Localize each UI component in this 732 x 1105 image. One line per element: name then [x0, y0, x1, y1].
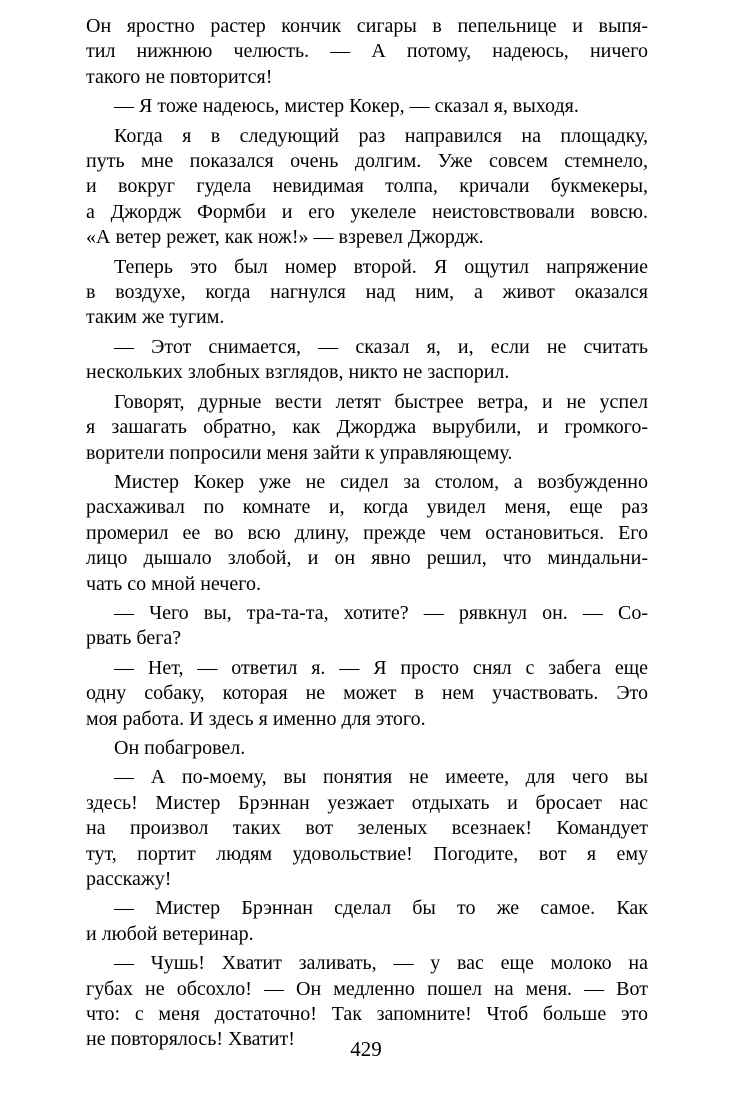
text-line: Он яростно растер кончик сигары в пепельнице и выпя-: [86, 15, 648, 37]
page-number: 429: [350, 1037, 382, 1061]
text-line: Говорят, дурные вести летят быстрее ветра, и не успел: [114, 390, 648, 413]
paragraph: [86, 94, 648, 119]
text-line: — А по-моему, вы понятия не имеете, для чего вы: [114, 766, 648, 789]
paragraph: [86, 736, 648, 761]
paragraph: [86, 124, 648, 251]
text-line: на произвол таких вот зеленых всезнаек! Командует: [86, 817, 648, 840]
page-text: [86, 14, 648, 1053]
text-line: моя работа. И здесь я именно для этого.: [86, 707, 426, 730]
paragraph: [86, 765, 648, 892]
text-line: не повторялось! Хватит!: [86, 1028, 295, 1051]
text-line: здесь! Мистер Брэннан уезжает отдыхать и бросает нас: [86, 791, 648, 814]
text-line: лицо дышало злобой, и он явно решил, что миндальни-: [86, 547, 648, 570]
text-line: расскажу!: [86, 868, 172, 890]
text-line: — Чего вы, тра-та-та, хотите? — рявкнул он. — Со-: [114, 601, 648, 624]
text-line: тут, портит людям удовольствие! Погодите, вот я ему: [86, 842, 648, 865]
paragraph: [86, 601, 648, 652]
text-line: промерил ее во всю длину, прежде чем остановиться. Его: [86, 521, 648, 544]
text-line: Когда я в следующий раз направился на площадку,: [114, 124, 648, 147]
paragraph: [86, 390, 648, 466]
text-line: расхаживал по комнате и, когда увидел меня, еще раз: [86, 496, 648, 519]
text-line: Он побагровел.: [114, 736, 246, 759]
paragraph: [86, 14, 648, 90]
text-line: — Мистер Брэннан сделал бы то же самое. Как: [114, 897, 648, 920]
text-line: а Джордж Формби и его укелеле неистовствовали вовсю.: [86, 200, 648, 223]
text-line: нескольких злобных взглядов, никто не заспорил.: [86, 361, 510, 384]
text-line: Мистер Кокер уже не сидел за столом, а возбужденно: [114, 470, 648, 493]
text-line: тил нижнюю челюсть. — А потому, надеюсь, ничего: [86, 40, 648, 63]
text-line: рвать бега?: [86, 627, 182, 650]
text-line: в воздухе, когда нагнулся над ним, а живот оказался: [86, 281, 648, 304]
paragraph: [86, 470, 648, 597]
text-line: Теперь это был номер второй. Я ощутил напряжение: [114, 255, 648, 278]
text-line: одну собаку, которая не может в нем участвовать. Это: [86, 682, 648, 705]
text-line: путь мне показался очень долгим. Уже совсем стемнело,: [86, 150, 648, 173]
text-line: — Нет, — ответил я. — Я просто снял с забега еще: [114, 656, 648, 679]
text-line: — Я тоже надеюсь, мистер Кокер, — сказал я, выходя.: [114, 95, 579, 118]
text-line: таким же тугим.: [86, 306, 225, 329]
text-line: «А ветер режет, как нож!» — взревел Джордж.: [86, 226, 484, 249]
text-line: и вокруг гудела невидимая толпа, кричали букмекеры,: [86, 175, 648, 198]
text-line: чать со мной нечего.: [86, 572, 261, 595]
paragraph: [86, 255, 648, 331]
text-line: я зашагать обратно, как Джорджа вырубили, и громкого-: [86, 416, 648, 439]
text-line: такого не повторится!: [86, 65, 273, 88]
paragraph: [86, 335, 648, 386]
text-line: — Этот снимается, — сказал я, и, если не считать: [114, 335, 648, 358]
text-line: губах не обсохло! — Он медленно пошел на меня. — Вот: [86, 977, 648, 1000]
paragraph: [86, 896, 648, 947]
text-line: и любой ветеринар.: [86, 922, 254, 945]
text-line: что: с меня достаточно! Так запомните! Чтоб больше это: [86, 1003, 648, 1026]
paragraph: [86, 656, 648, 732]
text-line: ворители попросили меня зайти к управляющему.: [86, 441, 513, 464]
text-line: — Чушь! Хватит заливать, — у вас еще молоко на: [114, 952, 648, 975]
